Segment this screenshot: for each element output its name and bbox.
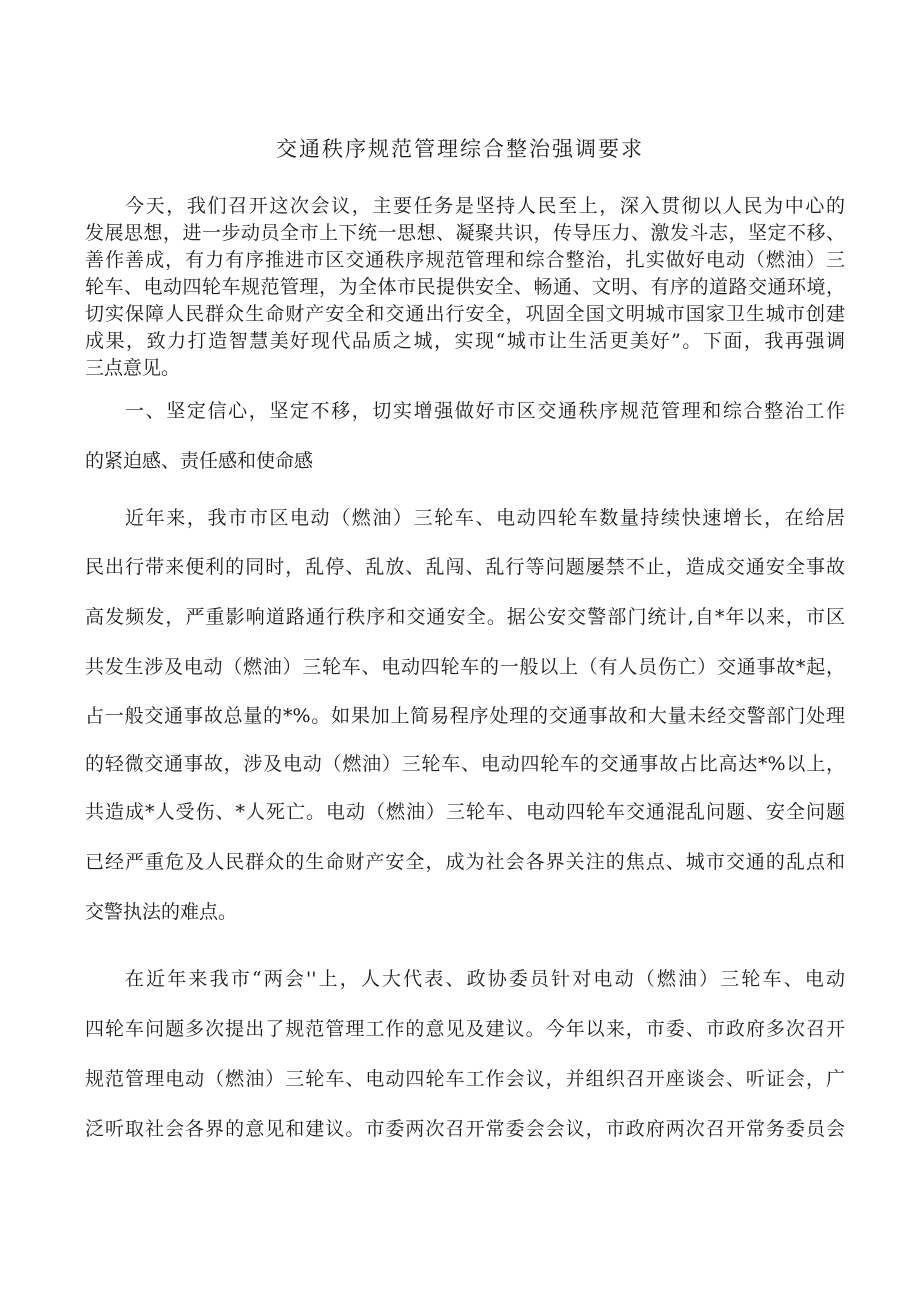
paragraph-line: 高发频发，严重影响道路通行秩序和交通安全。据公安交警部门统计,自*年以来，市区 [85, 606, 845, 628]
section-heading-line: 一、坚定信心，坚定不移，切实增强做好市区交通秩序规范管理和综合整治工作 [125, 400, 845, 422]
paragraph-line: 成果，致力打造智慧美好现代品质之城，实现“城市让生活更美好”。下面，我再强调 [85, 330, 845, 352]
paragraph-line: 的轻微交通事故，涉及电动（燃油）三轮车、电动四轮车的交通事故占比高达*%以上， [85, 753, 845, 775]
paragraph-line: 三点意见。 [85, 357, 181, 379]
paragraph-line: 今天，我们召开这次会议，主要任务是坚持人民至上，深入贯彻以人民为中心的 [125, 195, 845, 217]
paragraph-line: 已经严重危及人民群众的生命财产安全，成为社会各界关注的焦点、城市交通的乱点和 [85, 851, 845, 873]
paragraph-line: 切实保障人民群众生命财产安全和交通出行安全，巩固全国文明城市国家卫生城市创建 [85, 303, 845, 325]
paragraph-line: 轮车、电动四轮车规范管理，为全体市民提供安全、畅通、文明、有序的道路交通环境， [85, 276, 845, 298]
paragraph-line: 占一般交通事故总量的*%。如果加上简易程序处理的交通事故和大量未经交警部门处理 [85, 705, 845, 727]
paragraph-line: 共造成*人受伤、*人死亡。电动（燃油）三轮车、电动四轮车交通混乱问题、安全问题 [85, 801, 845, 823]
paragraph-line: 交警执法的难点。 [85, 901, 238, 923]
paragraph-line: 四轮车问题多次提出了规范管理工作的意见及建议。今年以来，市委、市政府多次召开 [85, 1018, 845, 1040]
paragraph-line: 泛听取社会各界的意见和建议。市委两次召开常委会会议，市政府两次召开常务委员会 [85, 1118, 845, 1140]
paragraph-line: 共发生涉及电动（燃油）三轮车、电动四轮车的一般以上（有人员伤亡）交通事故*起， [85, 656, 845, 678]
paragraph-line: 发展思想，进一步动员全市上下统一思想、凝聚共识，传导压力、激发斗志，坚定不移、 [85, 222, 845, 244]
paragraph-line: 民出行带来便利的同时，乱停、乱放、乱闯、乱行等问题屡禁不止，造成交通安全事故 [85, 556, 845, 578]
paragraph-line: 近年来，我市市区电动（燃油）三轮车、电动四轮车数量持续快速增长，在给居 [125, 507, 845, 529]
paragraph-line: 善作善成，有力有序推进市区交通秩序规范管理和综合整治，扎实做好电动（燃油）三 [85, 249, 845, 271]
paragraph-line: 规范管理电动（燃油）三轮车、电动四轮车工作会议，并组织召开座谈会、听证会，广 [85, 1068, 845, 1090]
paragraph-line: 在近年来我市“两会''上，人大代表、政协委员针对电动（燃油）三轮车、电动 [125, 968, 845, 990]
section-heading-line: 的紧迫感、责任感和使命感 [85, 450, 314, 472]
document-title: 交通秩序规范管理综合整治强调要求 [276, 137, 644, 161]
